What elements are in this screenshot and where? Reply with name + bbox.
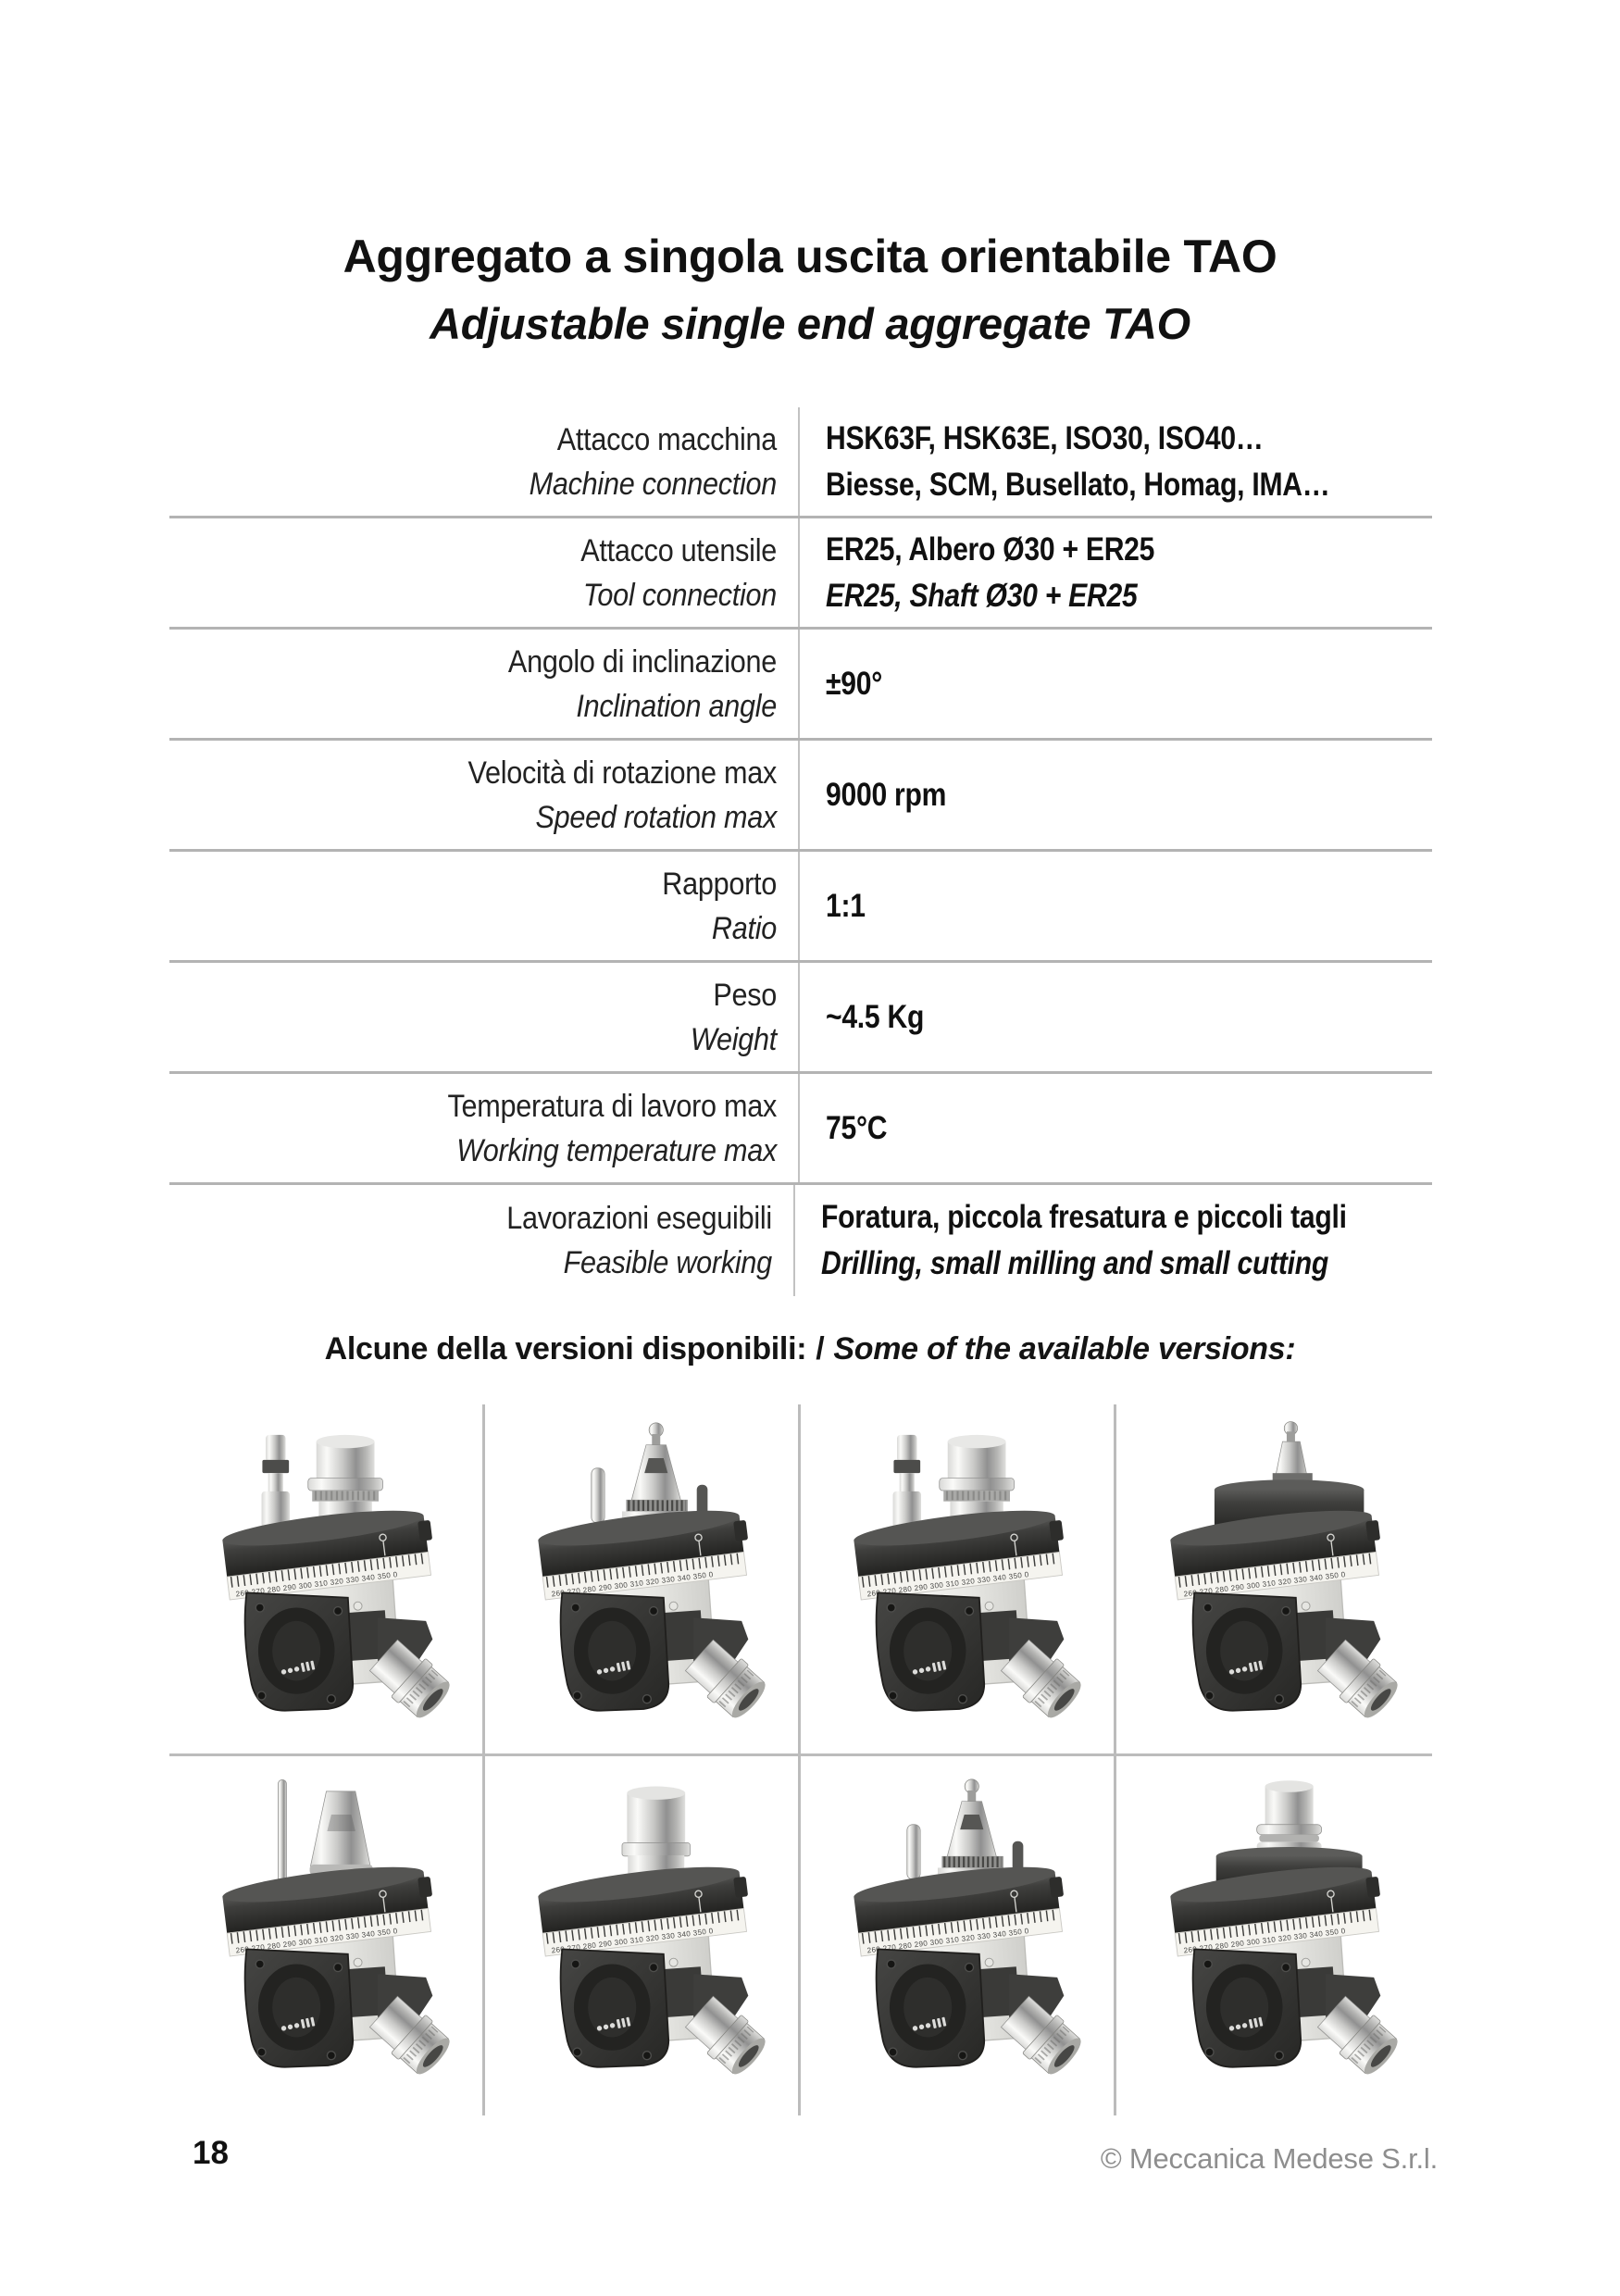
spec-value-line: Biesse, SCM, Busellato, Homag, IMA…	[826, 466, 1330, 503]
aggregate-photo-illustration	[1133, 1416, 1415, 1742]
aggregate-photo-illustration	[816, 1416, 1099, 1742]
product-photo-tao-iso-cone-long-rod	[169, 1756, 485, 2115]
spec-label-english: Speed rotation max	[535, 799, 777, 835]
aggregate-photo-illustration	[185, 1416, 467, 1742]
spec-value-line: ER25, Albero Ø30 + ER25	[826, 530, 1155, 568]
spec-value-line: ±90°	[826, 665, 883, 702]
spec-table-row	[169, 852, 1432, 963]
spec-table-row	[169, 741, 1432, 852]
spec-value	[798, 407, 1432, 516]
page-title-english: Adjustable single end aggregate TAO	[430, 299, 1190, 348]
spec-label	[169, 741, 798, 849]
spec-value-line: Foratura, piccola fresatura e piccoli tagli	[820, 1199, 1347, 1235]
spec-table-row	[169, 1185, 1432, 1296]
spec-label-english: Working temperature max	[456, 1132, 777, 1168]
product-photo-tao-iso-ball-gear-nut	[801, 1756, 1116, 2115]
copyright-notice: © Meccanica Medese S.r.l.	[1100, 2142, 1438, 2175]
spec-label-italian: Attacco utensile	[580, 532, 777, 568]
aggregate-photo-illustration	[185, 1773, 467, 2099]
spec-value-line: 9000 rpm	[826, 776, 947, 813]
spec-value	[798, 518, 1432, 627]
product-photo-tao-drum-flanged-cylinder	[1116, 1756, 1432, 2115]
spec-label-english: Machine connection	[529, 466, 777, 502]
spec-label-italian: Peso	[713, 977, 777, 1013]
spec-label-italian: Attacco macchina	[556, 421, 777, 457]
product-photo-tao-hsk63-with-side-shaft	[169, 1404, 485, 1756]
spec-label-italian: Temperatura di lavoro max	[447, 1088, 777, 1124]
spec-label-italian: Rapporto	[662, 866, 777, 902]
gallery-heading-separator: /	[816, 1331, 825, 1366]
spec-label	[169, 963, 798, 1071]
spec-value	[798, 963, 1432, 1071]
gallery	[169, 1404, 1432, 2115]
spec-label-italian: Angolo di inclinazione	[507, 643, 777, 680]
spec-value-line: HSK63F, HSK63E, ISO30, ISO40…	[826, 419, 1264, 456]
spec-value-line: ER25, Shaft Ø30 + ER25	[826, 577, 1138, 614]
product-photo-tao-hsk63-stepped-shaft	[801, 1404, 1116, 1756]
gallery-heading-italian: Alcune della versioni disponibili:	[324, 1331, 807, 1366]
spec-label	[169, 518, 798, 627]
spec-table-row	[169, 963, 1432, 1074]
spec-label-italian: Lavorazioni eseguibili	[506, 1201, 772, 1236]
spec-value-line: 75°C	[826, 1109, 888, 1146]
aggregate-photo-illustration	[501, 1773, 783, 2099]
spec-value	[798, 630, 1432, 738]
spec-value-line: Drilling, small milling and small cutting	[820, 1245, 1328, 1281]
spec-label-english: Inclination angle	[576, 688, 777, 724]
gallery-heading-english: Some of the available versions:	[833, 1331, 1296, 1366]
aggregate-photo-illustration	[1133, 1773, 1415, 2099]
spec-value-line: 1:1	[826, 887, 866, 924]
spec-table-row	[169, 1074, 1432, 1185]
spec-label-english: Tool connection	[582, 577, 777, 613]
spec-value	[798, 741, 1432, 849]
spec-table-row	[169, 630, 1432, 741]
spec-value	[798, 852, 1432, 960]
spec-label-english: Ratio	[711, 910, 777, 946]
aggregate-photo-illustration	[501, 1416, 783, 1742]
spec-label	[169, 630, 798, 738]
product-photo-tao-dark-drum-iso-cone	[1116, 1404, 1432, 1756]
spec-table	[169, 407, 1432, 1296]
spec-value	[798, 1074, 1432, 1182]
spec-value-line: ~4.5 Kg	[826, 998, 925, 1035]
spec-table-row	[169, 407, 1432, 518]
spec-label	[169, 1074, 798, 1182]
spec-label	[169, 852, 798, 960]
spec-label	[169, 407, 798, 516]
spec-label-italian: Velocità di rotazione max	[467, 755, 777, 791]
spec-label-english: Weight	[690, 1021, 777, 1057]
spec-label-english: Feasible working	[563, 1245, 772, 1280]
aggregate-photo-illustration	[816, 1773, 1099, 2099]
page-title-italian: Aggregato a singola uscita orientabile TAO	[343, 231, 1277, 282]
spec-label	[169, 1185, 793, 1296]
spec-value	[793, 1185, 1432, 1296]
page-number: 18	[193, 2135, 229, 2171]
product-photo-tao-plain-cylinder-shaft	[485, 1756, 801, 2115]
product-photo-tao-iso30-ball-pin	[485, 1404, 801, 1756]
spec-table-row	[169, 518, 1432, 630]
gallery-heading	[0, 1331, 1620, 1367]
